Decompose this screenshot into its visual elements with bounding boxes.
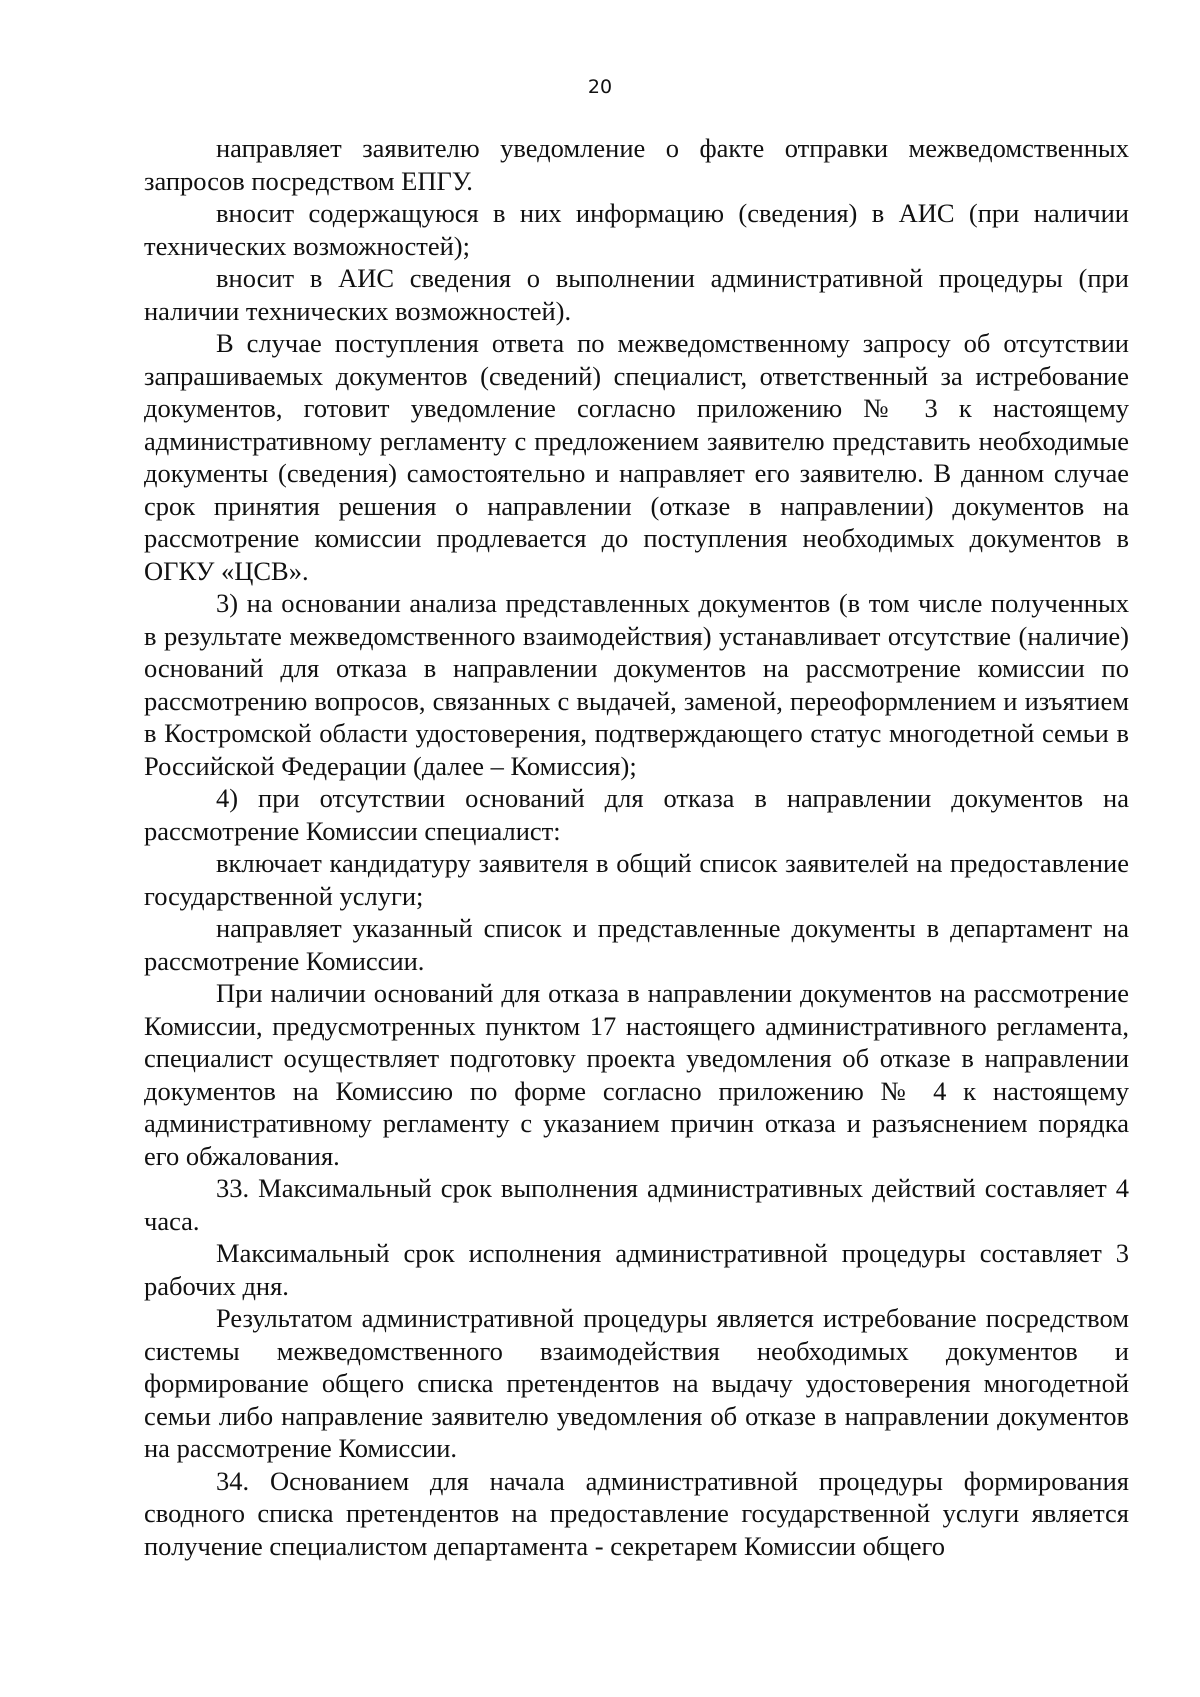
document-body — [144, 132, 1129, 1562]
paragraph: направляет указанный список и представленные документы в департамент на рассмотрение Комиссии. — [144, 913, 1129, 976]
paragraph: 33. Максимальный срок выполнения административных действий составляет 4 часа. — [144, 1173, 1129, 1236]
paragraph: В случае поступления ответа по межведомственному запросу об отсутствии запрашиваемых документов (сведений) специалист, ответственный за истребование документов, готовит уведомление согласно приложению № 3 к настоящему административному регламенту с предложением заявителю представить необходимые документы (сведения) самостоятельно и направляет его заявителю. В данном случае срок принятия решения о направлении (отказе в направлении) документов на рассмотрение комиссии продлевается до поступления необходимых документов в ОГКУ «ЦСВ». — [144, 328, 1129, 586]
paragraph: вносит в АИС сведения о выполнении административной процедуры (при наличии технических возможностей). — [144, 263, 1129, 326]
paragraph: вносит содержащуюся в них информацию (сведения) в АИС (при наличии технических возможностей); — [144, 198, 1129, 261]
paragraph: При наличии оснований для отказа в направлении документов на рассмотрение Комиссии, предусмотренных пунктом 17 настоящего административного регламента, специалист осуществляет подготовку проекта уведомления об отказе в направлении документов на Комиссию по форме согласно приложению № 4 к настоящему административному регламенту с указанием причин отказа и разъяснением порядка его обжалования. — [144, 978, 1129, 1171]
paragraph: Результатом административной процедуры является истребование посредством системы межведомственного взаимодействия необходимых документов и формирование общего списка претендентов на выдачу удостоверения многодетной семьи либо направление заявителю уведомления об отказе в направлении документов на рассмотрение Комиссии. — [144, 1303, 1129, 1463]
page-number: 20 — [587, 76, 613, 98]
paragraph: Максимальный срок исполнения административной процедуры составляет 3 рабочих дня. — [144, 1238, 1129, 1301]
paragraph: 3) на основании анализа представленных документов (в том числе полученных в результате межведомственного взаимодействия) устанавливает отсутствие (наличие) оснований для отказа в направлении документов на рассмотрение комиссии по рассмотрению вопросов, связанных с выдачей, заменой, переоформлением и изъятием в Костромской области удостоверения, подтверждающего статус многодетной семьи в Российской Федерации (далее – Комиссия); — [144, 588, 1129, 781]
paragraph: включает кандидатуру заявителя в общий список заявителей на предоставление государственной услуги; — [144, 848, 1129, 911]
paragraph: 4) при отсутствии оснований для отказа в направлении документов на рассмотрение Комиссии специалист: — [144, 783, 1129, 846]
paragraph: направляет заявителю уведомление о факте отправки межведомственных запросов посредством ЕПГУ. — [144, 133, 1129, 196]
paragraph: 34. Основанием для начала административной процедуры формирования сводного списка претендентов на предоставление государственной услуги является получение специалистом департамента - секретарем Комиссии общего — [144, 1465, 1129, 1561]
